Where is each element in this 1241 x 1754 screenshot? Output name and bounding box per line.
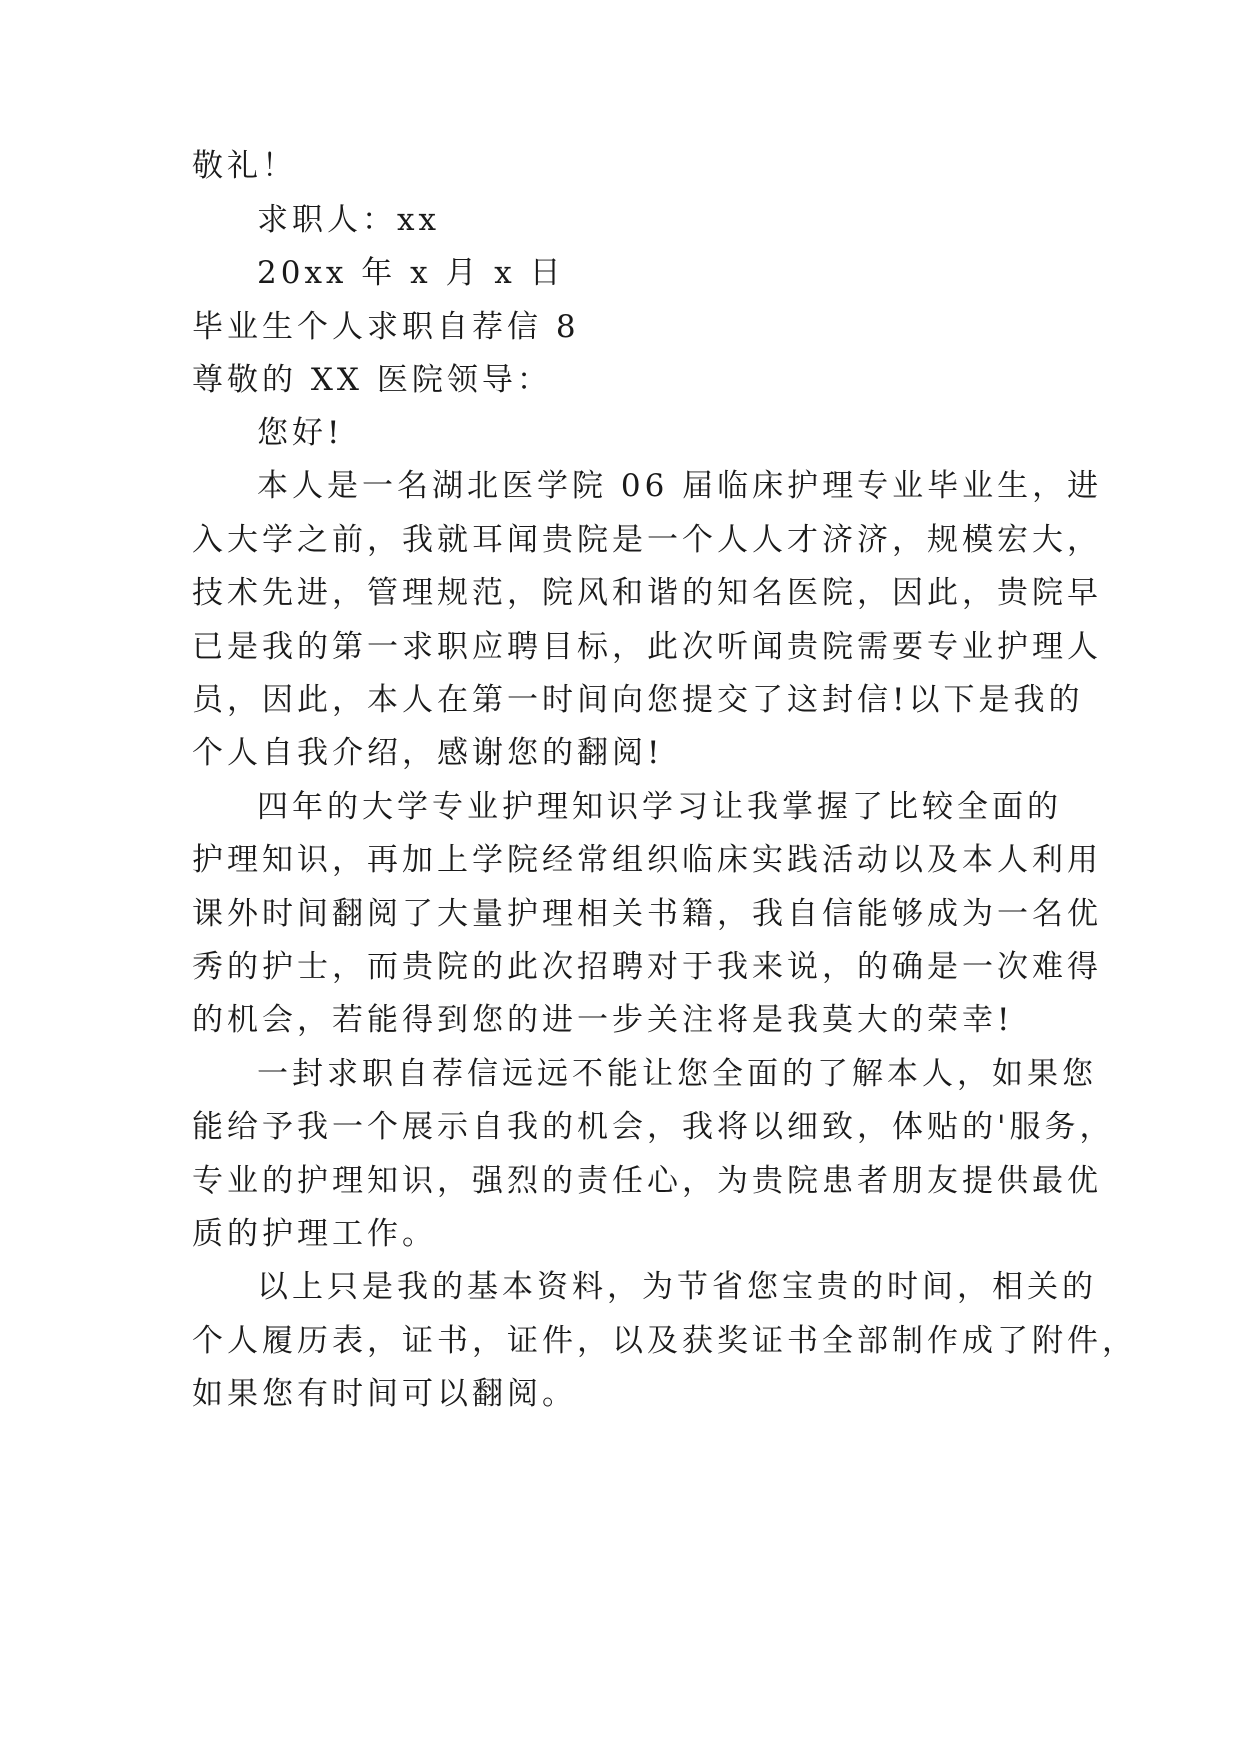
paragraph-line: 个人履历表，证书，证件，以及获奖证书全部制作成了附件， [192,1323,1137,1359]
paragraph-line: 入大学之前，我就耳闻贵院是一个人人才济济，规模宏大， [192,522,1102,558]
paragraph-line: 个人自我介绍，感谢您的翻阅! [192,735,664,771]
paragraph-line: 课外时间翻阅了大量护理相关书籍，我自信能够成为一名优 [192,896,1102,932]
paragraph-line: 质的护理工作。 [192,1216,437,1252]
applicant-signature: 求职人：xx [257,202,440,238]
paragraph-line: 如果您有时间可以翻阅。 [192,1376,577,1412]
closing-salute: 敬礼！ [192,148,297,184]
paragraph-line: 以上只是我的基本资料，为节省您宝贵的时间，相关的 [257,1269,1097,1305]
paragraph-line: 一封求职自荐信远远不能让您全面的了解本人，如果您 [257,1056,1097,1092]
paragraph-line: 四年的大学专业护理知识学习让我掌握了比较全面的 [257,789,1062,825]
paragraph-line: 能给予我一个展示自我的机会，我将以细致，体贴的'服务， [192,1109,1115,1145]
paragraph-line: 员，因此，本人在第一时间向您提交了这封信!以下是我的 [192,682,1084,718]
paragraph-line: 的机会，若能得到您的进一步关注将是我莫大的荣幸! [192,1002,1014,1038]
letter-date: 20xx 年 x 月 x 日 [257,255,565,291]
paragraph-line: 护理知识，再加上学院经常组织临床实践活动以及本人利用 [192,842,1102,878]
paragraph-line: 专业的护理知识，强烈的责任心，为贵院患者朋友提供最优 [192,1163,1102,1199]
paragraph-line: 秀的护士，而贵院的此次招聘对于我来说，的确是一次难得 [192,949,1102,985]
paragraph-line: 本人是一名湖北医学院 06 届临床护理专业毕业生，进 [257,468,1103,504]
letter-greeting: 您好! [257,415,344,451]
paragraph-line: 已是我的第一求职应聘目标，此次听闻贵院需要专业护理人 [192,629,1102,665]
paragraph-line: 技术先进，管理规范，院风和谐的知名医院，因此，贵院早 [192,575,1102,611]
letter-recipient: 尊敬的 XX 医院领导： [192,362,552,398]
letter-heading: 毕业生个人求职自荐信 8 [192,309,580,345]
